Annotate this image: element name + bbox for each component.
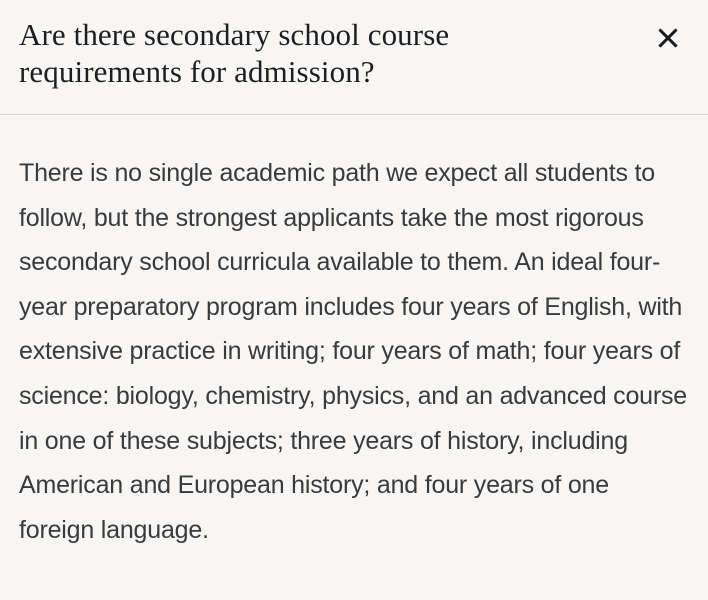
faq-answer-text: There is no single academic path we expect all students to follow, but the strongest applicants take the most rigorous secondary school curricula available to them. An ideal four-year preparatory program includes four years of English, with extensive practice in writing; four years of math; four years of science: biology, chemistry, physics, and an advanced course in one of these subjects; three years of history, including American and European history; and four years of one foreign language. — [19, 159, 687, 544]
faq-question-title: Are there secondary school course requirements for admission? — [19, 17, 450, 89]
close-icon — [648, 28, 688, 48]
faq-header — [0, 0, 708, 115]
close-button[interactable] — [648, 16, 688, 52]
